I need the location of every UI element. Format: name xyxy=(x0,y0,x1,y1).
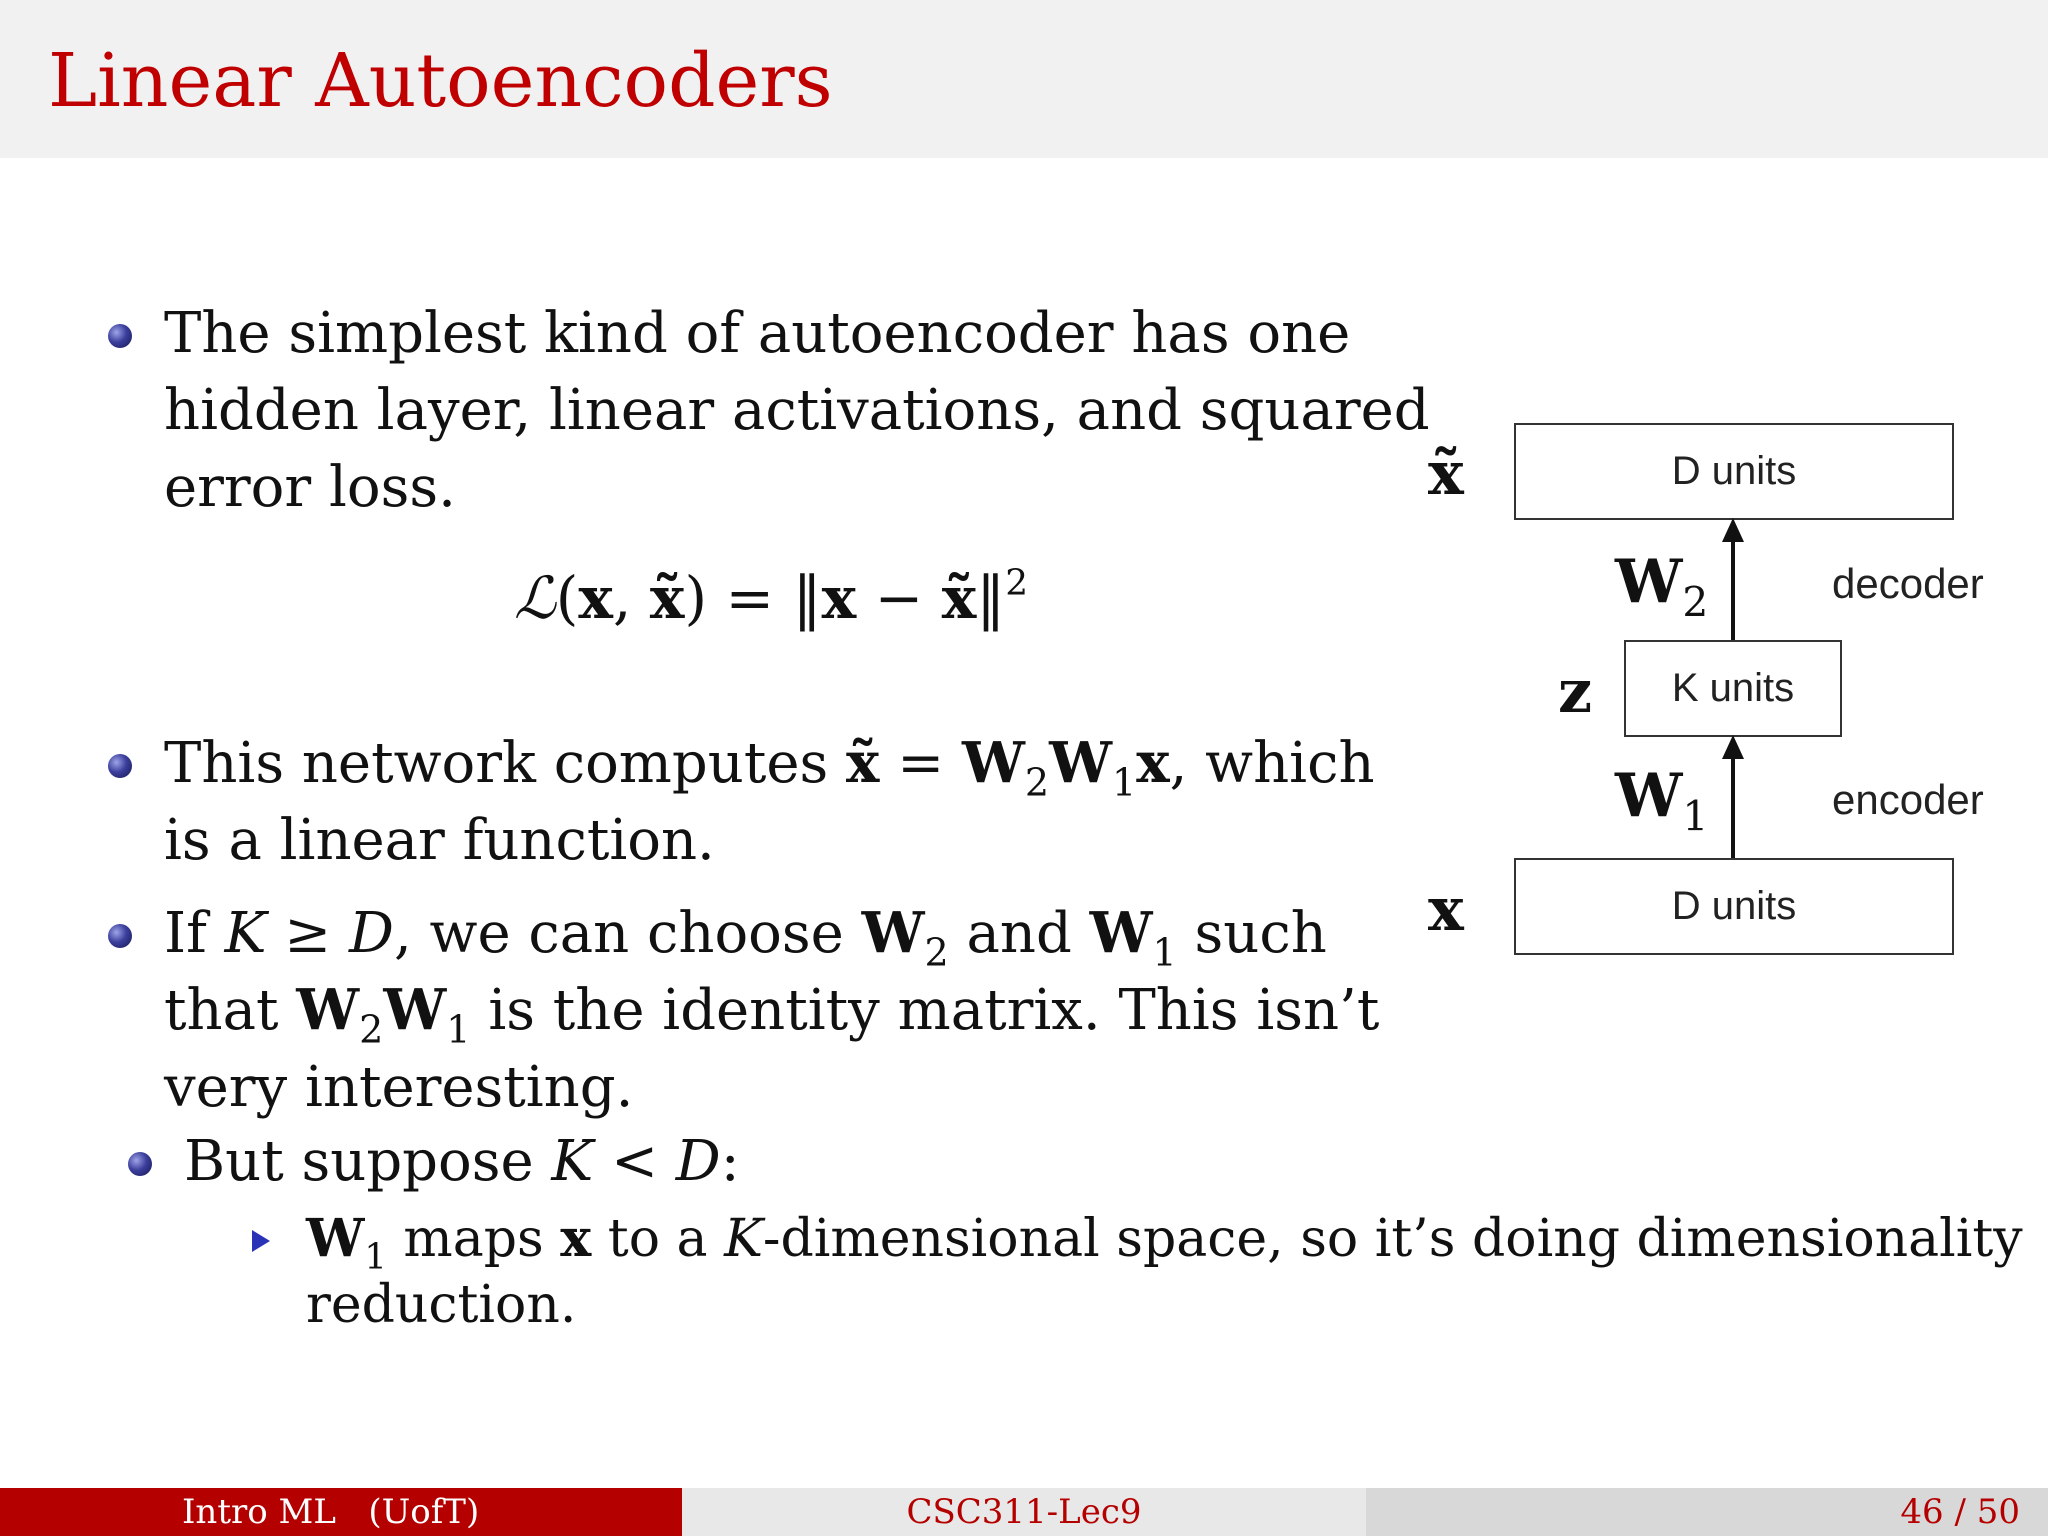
z-variable: z xyxy=(1558,657,1593,727)
page-number: 46 / 50 xyxy=(1900,1492,2020,1532)
decoder-arrow-shaft xyxy=(1731,540,1735,642)
output-layer-box: D units xyxy=(1514,423,1954,520)
bullet-3-line-2: that $W_2W_1$ is the identity matrix. This isn’t xyxy=(164,977,1380,1052)
loss-equation: ℒ(x, x̃) = ‖x − x̃‖$^2$ xyxy=(514,562,1029,632)
footer-left xyxy=(0,1488,682,1536)
xtilde-variable: x̃ xyxy=(1428,439,1464,509)
subbullet-marker xyxy=(252,1230,270,1252)
x-variable: x xyxy=(1428,875,1464,945)
w1-label: $W_1$ xyxy=(1615,761,1709,841)
bullet-3-line-1: If K ≥ D, we can choose $W_2$ and $W_1$ such xyxy=(164,900,1327,975)
bullet-1-marker xyxy=(108,324,132,348)
bullet-4-line-1: But suppose K < D: xyxy=(184,1129,740,1194)
hidden-layer-box: K units xyxy=(1624,640,1842,737)
w2-label: $W_2$ xyxy=(1615,547,1709,627)
slide-header xyxy=(0,0,2048,158)
loss-symbol: ℒ xyxy=(514,564,556,632)
footer-course: Intro ML (UofT) xyxy=(182,1492,480,1532)
subbullet-line-2: reduction. xyxy=(306,1275,577,1335)
encoder-arrow-shaft xyxy=(1731,756,1735,858)
bullet-2-marker xyxy=(108,754,132,778)
footer-center: CSC311-Lec9 xyxy=(682,1488,1366,1536)
bullet-3-marker xyxy=(108,924,132,948)
encoder-arrow-head xyxy=(1722,735,1744,759)
bullet-1-line-1: The simplest kind of autoencoder has one xyxy=(164,301,1351,366)
slide-title: Linear Autoencoders xyxy=(48,38,833,124)
subbullet-line-1: $W_1$ maps x to a K-dimensional space, so it’s doing dimensionality xyxy=(306,1208,2023,1278)
input-layer-box: D units xyxy=(1514,858,1954,955)
bullet-4-marker xyxy=(128,1152,152,1176)
encoder-label: encoder xyxy=(1832,776,1984,823)
decoder-label: decoder xyxy=(1832,560,1984,607)
bullet-1-line-3: error loss. xyxy=(164,455,456,520)
bullet-3-line-3: very interesting. xyxy=(164,1055,634,1120)
decoder-arrow-head xyxy=(1722,518,1744,542)
footer-right xyxy=(1366,1488,2048,1536)
bullet-2-line-1: This network computes x̃ = $W_2W_1x$, which xyxy=(164,730,1375,805)
bullet-1-line-2: hidden layer, linear activations, and squared xyxy=(164,378,1430,443)
bullet-2-line-2: is a linear function. xyxy=(164,808,715,873)
